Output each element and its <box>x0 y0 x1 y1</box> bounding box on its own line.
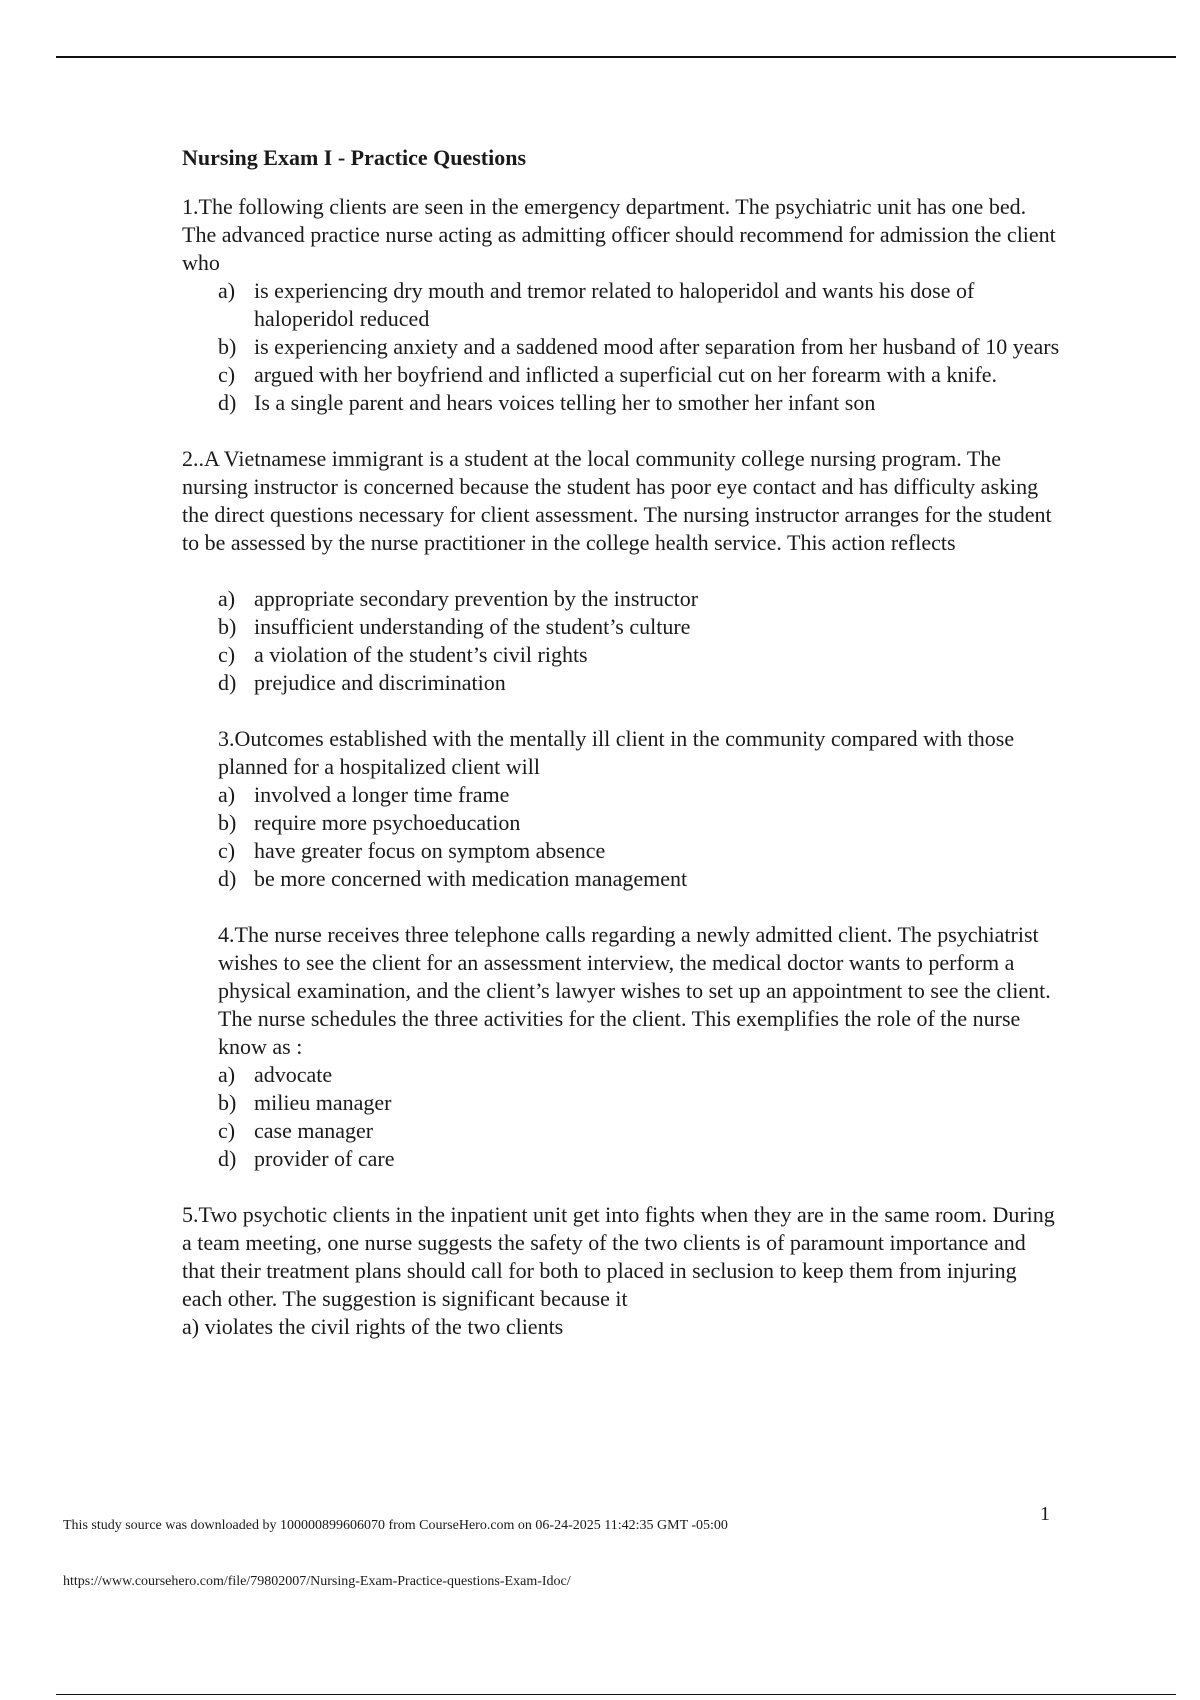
question-3 <box>218 725 1062 893</box>
option-label: b) <box>218 334 237 359</box>
source-url-link[interactable]: https://www.coursehero.com/file/79802007/Nursing-Exam-Practice-questions-Exam-Idoc/ <box>63 1574 571 1589</box>
option-b <box>218 809 1062 837</box>
options-list <box>218 1061 1062 1173</box>
option-label: d) <box>218 866 237 891</box>
option-label: b) <box>218 810 237 835</box>
option-label: a) <box>218 782 236 807</box>
option-text: advocate <box>254 1062 333 1087</box>
question-text: 5.Two psychotic clients in the inpatient unit get into fights when they are in the same room. During a team meeting, one nurse suggests the safety of the two clients is of paramount importance and that their treatment plans should call for both to placed in seclusion to keep them from injuring each other. The suggestion is significant because it <box>182 1202 1055 1311</box>
option-text: appropriate secondary prevention by the instructor <box>254 586 699 611</box>
option-text: have greater focus on symptom absence <box>254 838 606 863</box>
top-rule <box>56 56 1176 58</box>
document-body <box>182 144 1062 1341</box>
option-c <box>218 837 1062 865</box>
question-1 <box>182 193 1062 417</box>
option-label: d) <box>218 1146 237 1171</box>
option-c <box>182 361 1062 389</box>
option-label: b) <box>218 1090 237 1115</box>
option-text: a violation of the student’s civil rights <box>254 642 588 667</box>
option-a <box>218 781 1062 809</box>
option-text: Is a single parent and hears voices telling her to smother her infant son <box>254 390 876 415</box>
bottom-rule <box>56 1694 1176 1695</box>
option-text: provider of care <box>254 1146 395 1171</box>
question-text: 2..A Vietnamese immigrant is a student at the local community college nursing program. The nursing instructor is concerned because the student has poor eye contact and has difficulty asking the direct questions necessary for client assessment. The nursing instructor arranges for the student to be assessed by the nurse practitioner in the college health service. This action reflects <box>182 446 1052 555</box>
option-label: a) <box>218 278 236 303</box>
option-text: argued with her boyfriend and inflicted a superficial cut on her forearm with a knife. <box>254 362 998 387</box>
page-title: Nursing Exam I - Practice Questions <box>182 145 527 170</box>
option-c <box>218 1117 1062 1145</box>
question-4 <box>218 921 1062 1173</box>
option-a <box>182 1313 1062 1341</box>
option-b <box>218 1089 1062 1117</box>
option-text: milieu manager <box>254 1090 392 1115</box>
options-list <box>218 781 1062 893</box>
option-label: c) <box>218 838 236 863</box>
option-b <box>182 613 1062 641</box>
option-d <box>218 865 1062 893</box>
question-text: 3.Outcomes established with the mentally ill client in the community compared with those planned for a hospitalized client will <box>218 726 1015 779</box>
option-label: c) <box>218 1118 236 1143</box>
option-label: a) <box>218 1062 236 1087</box>
question-text: 4.The nurse receives three telephone calls regarding a newly admitted client. The psychiatrist wishes to see the client for an assessment interview, the medical doctor wants to perform a physical examination, and the client’s lawyer wishes to set up an appointment to see the client. The nurse schedules the three activities for the client. This exemplifies the role of the nurse know as : <box>218 922 1051 1059</box>
option-c <box>182 641 1062 669</box>
option-text: require more psychoeducation <box>254 810 521 835</box>
question-5 <box>182 1201 1062 1341</box>
option-text: case manager <box>254 1118 374 1143</box>
option-a <box>182 585 1062 613</box>
page-number: 1 <box>1040 1503 1050 1525</box>
option-text: violates the civil rights of the two clients <box>204 1314 564 1339</box>
option-text: involved a longer time frame <box>254 782 510 807</box>
option-label: c) <box>218 362 236 387</box>
option-label: a) <box>218 586 236 611</box>
download-note: This study source was downloaded by 100000899606070 from CourseHero.com on 06-24-2025 11:42:35 GMT -05:00 <box>63 1518 728 1533</box>
options-list <box>182 585 1062 697</box>
option-d <box>218 1145 1062 1173</box>
option-a <box>182 277 1062 333</box>
option-text: insufficient understanding of the student’s culture <box>254 614 691 639</box>
option-b <box>182 333 1062 361</box>
option-d <box>182 669 1062 697</box>
option-a <box>218 1061 1062 1089</box>
option-label: d) <box>218 390 237 415</box>
option-text: is experiencing anxiety and a saddened mood after separation from her husband of 10 years <box>254 334 1060 359</box>
option-label: a) <box>182 1314 200 1339</box>
option-label: b) <box>218 614 237 639</box>
options-list <box>182 277 1062 417</box>
option-text: be more concerned with medication management <box>254 866 688 891</box>
option-text: is experiencing dry mouth and tremor related to haloperidol and wants his dose of haloperidol reduced <box>254 278 975 331</box>
option-d <box>182 389 1062 417</box>
option-label: c) <box>218 642 236 667</box>
option-text: prejudice and discrimination <box>254 670 506 695</box>
question-text: 1.The following clients are seen in the emergency department. The psychiatric unit has one bed. The advanced practice nurse acting as admitting officer should recommend for admission the client who <box>182 194 1056 275</box>
option-label: d) <box>218 670 237 695</box>
question-2 <box>182 445 1062 697</box>
